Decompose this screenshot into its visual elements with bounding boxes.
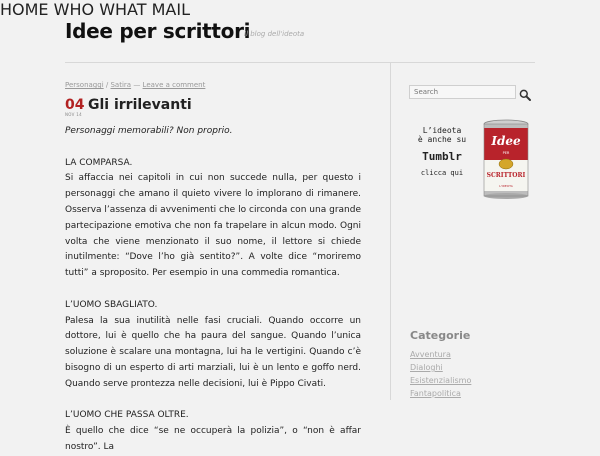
leave-comment-link[interactable]: Leave a comment	[142, 81, 206, 89]
can-scrittori-text: SCRITTORI	[486, 172, 526, 179]
post-intro: Personaggi memorabili? Non proprio.	[65, 126, 233, 136]
category-item[interactable]: Fantapolitica	[410, 389, 461, 398]
category-link-personaggi[interactable]: Personaggi	[65, 81, 104, 89]
spacer	[65, 393, 361, 409]
post-day: 04	[65, 97, 85, 113]
category-link-satira[interactable]: Satira	[110, 81, 132, 89]
soup-can-image	[481, 119, 531, 201]
site-title[interactable]: Idee per scrittori	[65, 19, 251, 43]
search-input[interactable]	[409, 85, 516, 99]
spacer	[65, 140, 361, 156]
post-month: NOV 14	[65, 112, 82, 117]
category-item[interactable]: Esistenzialismo	[410, 376, 472, 385]
section-heading: LA COMPARSA.	[65, 157, 133, 168]
post-meta	[65, 81, 205, 89]
section-heading: L’UOMO CHE PASSA OLTRE.	[65, 410, 189, 421]
site-tagline: Il blog dell'ideota	[244, 30, 305, 38]
category-item[interactable]: Avventura	[410, 350, 451, 359]
nav-home[interactable]: HOME	[0, 0, 49, 19]
post-body	[65, 124, 361, 456]
nav-what[interactable]: WHAT	[99, 0, 147, 19]
promo-line-1: L’ideota	[422, 126, 462, 135]
category-separator: /	[105, 81, 109, 89]
post-title[interactable]: Gli irrilevanti	[88, 97, 192, 113]
can-bottom-text: L'IDEOTA	[499, 184, 513, 188]
tumblr-promo[interactable]	[409, 116, 535, 204]
meta-dash: —	[133, 81, 141, 89]
promo-tumblr: Tumblr	[422, 150, 462, 163]
spacer	[65, 282, 361, 298]
category-item[interactable]: Dialoghi	[410, 363, 443, 372]
search-icon	[519, 89, 531, 101]
categories-heading: Categorie	[410, 329, 471, 342]
can-per-text: PER	[502, 151, 510, 155]
header-divider	[65, 62, 535, 63]
section-text: Palesa la sua inutilità nelle fasi cruciali. Quando occorre un dottore, lui è quello che ha paura del sangue. Quando l’unica soluzione è scalare una montagna, lui ha le vertigini. Quando c’è bisogno di un esperto di arti marziali, lui è un lento e goffo nerd. Quando serve prontezza nelle decisioni, lui è Pippo Civati.	[65, 315, 361, 389]
section-text: Si affaccia nei capitoli in cui non succede nulla, per questo i personaggi che amano il quieto vivere lo implorano di rimanere. Osserva l’assenza di avvenimenti che lo circonda con una grande partecipazione emotiva che non fa trapelare in alcun modo. Ogni volta che viene menzionato il suo nome, il lettore si chiede inutilmente: “Dove l’ho già sentito?”. A volte dice “moriremo tutti” a sproposito. Per esempio in una commedia romantica.	[65, 173, 361, 279]
nav-mail[interactable]: MAIL	[151, 0, 190, 19]
promo-click-here: clicca qui	[420, 169, 464, 177]
categories-list	[410, 348, 471, 400]
promo-text	[409, 126, 475, 178]
section-text: È quello che dice “se ne occuperà la polizia”, o “non è affar nostro”. La	[65, 426, 361, 452]
main-nav	[0, 0, 600, 19]
section-heading: L’UOMO SBAGLIATO.	[65, 299, 158, 310]
search-button[interactable]	[519, 86, 531, 98]
nav-who[interactable]: WHO	[53, 0, 95, 19]
promo-line-2: è anche su	[417, 135, 467, 144]
can-brand-text: Idee	[491, 134, 521, 148]
sidebar-divider	[390, 63, 391, 400]
